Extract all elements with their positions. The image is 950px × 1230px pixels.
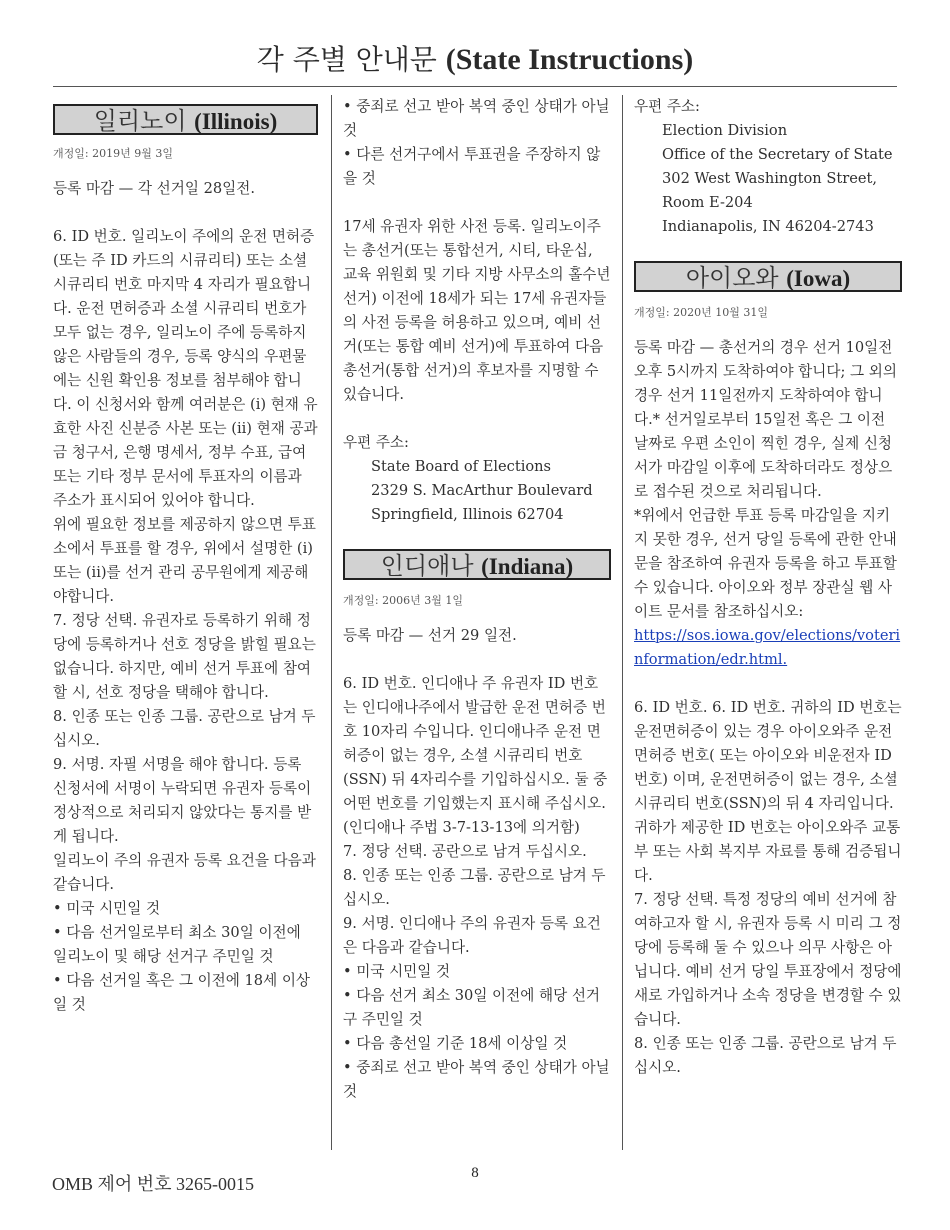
illinois-mail-address xyxy=(343,455,611,527)
address-line: Election Division xyxy=(662,122,788,139)
iowa-heading xyxy=(634,261,902,292)
iowa-race-section: 8. 인종 또는 인종 그룹. 공란으로 남겨 두십시오. xyxy=(634,1035,897,1076)
address-line: 302 West Washington Street, xyxy=(662,170,877,187)
iowa-party-section: 7. 정당 선택. 특정 정당의 예비 선거에 참여하고자 할 시, 유권자 등록 시 미리 그 정당에 등록해 둘 수 있으나 의무 사항은 아닙니다. 예비 선거 당일 투표장에서 정당에 새로 가입하거나 소속 정당을 변경할 수 있습니다. xyxy=(634,891,902,1028)
omb-control-number: OMB 제어 번호 3265-0015 xyxy=(52,1174,255,1194)
iowa-deadline: 등록 마감 — 총선거의 경우 선거 10일전 오후 5시까지 도착하여야 합니다; 그 외의 경우 선거 11일전까지 도착하여야 합니다.* 선거일로부터 15일전 혹은 그 이전 날짜로 우편 소인이 찍힌 경우, 실제 신청서가 마감일 이후에 도착하더라도 정상으로 접수된 것으로 처리됩니다. xyxy=(634,339,897,500)
indiana-mail-label: 우편 주소: xyxy=(634,98,700,115)
address-line: Indianapolis, IN 46204-2743 xyxy=(662,218,874,235)
column-divider-2 xyxy=(622,95,623,1150)
page-title xyxy=(0,40,950,80)
indiana-revised-date: 개정일: 2006년 3월 1일 xyxy=(343,594,463,607)
indiana-name-korean: 인디애나 xyxy=(380,552,474,580)
illinois-name-korean: 일리노이 xyxy=(93,107,187,135)
iowa-id-section: 6. ID 번호. 6. ID 번호. 귀하의 ID 번호는 운전면허증이 있는 경우 아이오와주 운전면허증 번호( 또는 아이오와 비운전자 ID 번호) 이며, 운전면허증이 없는 경우, 소셜 시큐리티 번호(SSN)의 뒤 4 자리입니다. 귀하가 제공한 ID 번호는 아이오와주 교통부 또는 사회 복지부 자료를 통해 검증됩니다. xyxy=(634,699,902,884)
illinois-id-followup: 위에 필요한 정보를 제공하지 않으면 투표소에서 투표를 할 경우, 위에서 설명한 (i) 또는 (ii)를 선거 관리 공무원에게 제공해야합니다. xyxy=(53,516,316,605)
address-line: Office of the Secretary of State xyxy=(662,146,893,163)
indiana-deadline: 등록 마감 — 선거 29 일전. xyxy=(343,627,517,644)
indiana-id-section: 6. ID 번호. 인디애나 주 유권자 ID 번호는 인디애나주에서 발급한 운전 면허증 번호 10자리 수입니다. 인디애나주 운전 면허증이 없는 경우, 소셜 시큐리티 번호(SSN) 뒤 4자리수를 기입하십시오. 둘 중 어떤 번호를 기입했는지 표시해 주십시오. (인디애나 주법 3-7-13-13에 의거함) xyxy=(343,675,608,836)
indiana-heading xyxy=(343,549,611,580)
illinois-requirement-item: • 미국 시민일 것 xyxy=(53,900,161,917)
illinois-name-english: (Illinois) xyxy=(194,109,278,134)
illinois-requirement-item: • 다음 선거일 혹은 그 이전에 18세 이상일 것 xyxy=(53,972,311,1013)
illinois-id-section: 6. ID 번호. 일리노이 주에의 운전 면허증 (또는 주 ID 카드의 시큐리티) 또는 소셜 시큐리티 번호 마지막 4 자리가 필요합니다. 운전 면허증과 소셜 시큐리티 번호가 모두 없는 경우, 일리노이 주에 등록하지 않은 사람들의 경우, 등록 양식의 우편물에는 신원 확인용 정보를 첨부해야 합니다. 이 신청서와 함께 여러분은 (i) 현재 유효한 사진 신분증 사본 또는 (ii) 현재 공과금 청구서, 은행 명세서, 정부 수표, 급여 또는 기타 정부 문서에 투표자의 이름과 주소가 표시되어 있어야 합니다. xyxy=(53,228,318,509)
address-line: Room E-204 xyxy=(662,194,753,211)
indiana-party-section: 7. 정당 선택. 공란으로 남겨 두십시오. xyxy=(343,843,587,860)
iowa-name-korean: 아이오와 xyxy=(685,264,779,292)
column-1 xyxy=(53,95,318,1017)
indiana-requirement-item: • 다음 선거 최소 30일 이전에 해당 선거구 주민일 것 xyxy=(343,987,601,1028)
column-3 xyxy=(634,95,902,1080)
address-line: 2329 S. MacArthur Boulevard xyxy=(371,482,593,499)
illinois-deadline: 등록 마감 — 각 선거일 28일전. xyxy=(53,180,255,197)
indiana-name-english: (Indiana) xyxy=(481,554,574,579)
iowa-name-english: (Iowa) xyxy=(786,266,851,291)
iowa-edr-link[interactable]: https://sos.iowa.gov/elections/voterinformation/edr.html. xyxy=(634,627,901,668)
illinois-mail-label: 우편 주소: xyxy=(343,434,409,451)
iowa-revised-date: 개정일: 2020년 10월 31일 xyxy=(634,306,768,319)
illinois-requirements-intro: 일리노이 주의 유권자 등록 요건을 다음과 같습니다. xyxy=(53,852,316,893)
title-divider xyxy=(53,86,897,87)
indiana-race-section: 8. 인종 또는 인종 그룹. 공란으로 남겨 두십시오. xyxy=(343,867,606,908)
address-line: Springfield, Illinois 62704 xyxy=(371,506,564,523)
indiana-mail-address xyxy=(634,119,902,239)
illinois-heading xyxy=(53,104,318,135)
page-title-english: (State Instructions) xyxy=(445,43,694,76)
illinois-signature-section: 9. 서명. 자필 서명을 해야 합니다. 등록 신청서에 서명이 누락되면 유권자 등록이 정상적으로 처리되지 않았다는 통지를 받게 됩니다. xyxy=(53,756,312,845)
illinois-requirement-item: • 다른 선거구에서 투표권을 주장하지 않을 것 xyxy=(343,146,601,187)
illinois-race-section: 8. 인종 또는 인종 그룹. 공란으로 남겨 두십시오. xyxy=(53,708,316,749)
indiana-requirements-intro: 9. 서명. 인디애나 주의 유권자 등록 요건은 다음과 같습니다. xyxy=(343,915,601,956)
illinois-preregistration: 17세 유권자 위한 사전 등록. 일리노이주는 총선거(또는 통합선거, 시티, 타운십, 교육 위원회 및 기타 지방 사무소의 홀수년 선거) 이전에 18세가 되는 17세 유권자들의 사전 등록을 허용하고 있으며, 예비 선거(또는 통합 예비 선거)에 투표하여 다음 총선거(통합 선거)의 후보자를 지명할 수 있습니다. xyxy=(343,218,611,403)
illinois-party-section: 7. 정당 선택. 유권자로 등록하기 위해 정당에 등록하거나 선호 정당을 밝힐 필요는 없습니다. 하지만, 예비 선거 투표에 참여할 시, 선호 정당을 택해야 합니다. xyxy=(53,612,316,701)
page-number: 8 xyxy=(471,1165,479,1181)
indiana-requirement-item: • 다음 총선일 기준 18세 이상일 것 xyxy=(343,1035,568,1052)
column-divider-1 xyxy=(331,95,332,1150)
illinois-revised-date: 개정일: 2019년 9월 3일 xyxy=(53,147,173,160)
address-line: State Board of Elections xyxy=(371,458,552,475)
iowa-late-registration-note: *위에서 언급한 투표 등록 마감일을 지키지 못한 경우, 선거 당일 등록에 관한 안내문을 참조하여 유권자 등록을 하고 투표할 수 있습니다. 아이오와 정부 장관실 웹 사이트 문서를 참조하십시오: xyxy=(634,507,897,620)
illinois-requirement-item: • 다음 선거일로부터 최소 30일 이전에 일리노이 및 해당 선거구 주민일 것 xyxy=(53,924,301,965)
page-title-korean: 각 주별 안내문 xyxy=(256,43,437,76)
illinois-requirement-item: • 중죄로 선고 받아 복역 중인 상태가 아닐 것 xyxy=(343,98,610,139)
indiana-requirement-item: • 중죄로 선고 받아 복역 중인 상태가 아닐 것 xyxy=(343,1059,610,1100)
column-2 xyxy=(343,95,611,1104)
indiana-requirement-item: • 미국 시민일 것 xyxy=(343,963,451,980)
